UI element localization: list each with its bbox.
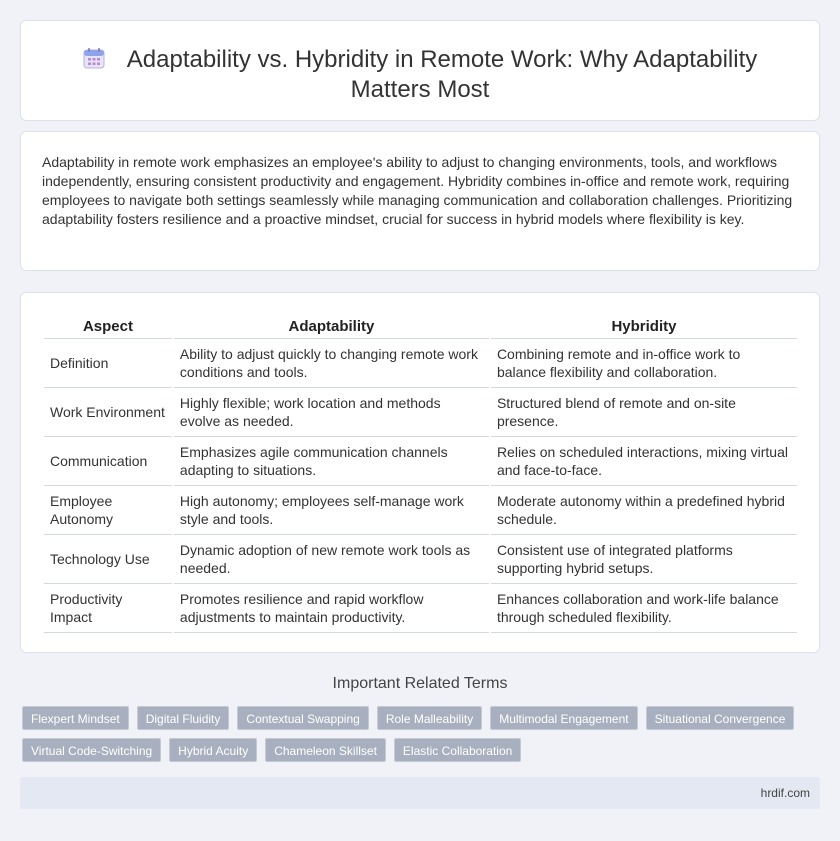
related-terms-title: Important Related Terms: [332, 675, 508, 692]
related-term-tag[interactable]: Chameleon Skillset: [265, 738, 386, 762]
table-row: [44, 584, 797, 633]
cell-aspect: Definition: [44, 339, 172, 388]
related-terms-list: [22, 706, 812, 762]
table-row: [44, 388, 797, 437]
table-header-row: [44, 317, 797, 339]
intro-paragraph: Adaptability in remote work emphasizes an employee's ability to adjust to changing environments, tools, and workflows independently, ensuring consistent productivity and engagement. Hybridity combines in-office and remote work, requiring employees to navigate both settings seamlessly while managing communication and collaboration challenges. Prioritizing adaptability fosters resilience and a proactive mindset, crucial for success in hybrid models where flexibility is key.: [42, 154, 793, 227]
table-row: [44, 486, 797, 535]
related-term-tag[interactable]: Contextual Swapping: [237, 706, 368, 730]
header-aspect: Aspect: [44, 317, 172, 339]
cell-adaptability: High autonomy; employees self-manage work style and tools.: [174, 486, 489, 535]
cell-aspect: Communication: [44, 437, 172, 486]
table-row: [44, 339, 797, 388]
comparison-table: [42, 317, 799, 633]
footer-bar: [20, 777, 820, 809]
header-adaptability: Adaptability: [174, 317, 489, 339]
cell-adaptability: Promotes resilience and rapid workflow adjustments to maintain productivity.: [174, 584, 489, 633]
related-term-tag[interactable]: Role Malleability: [377, 706, 482, 730]
cell-hybridity: Consistent use of integrated platforms supporting hybrid setups.: [491, 535, 797, 584]
header-hybridity: Hybridity: [491, 317, 797, 339]
table-row: [44, 437, 797, 486]
cell-hybridity: Moderate autonomy within a predefined hybrid schedule.: [491, 486, 797, 535]
cell-adaptability: Ability to adjust quickly to changing remote work conditions and tools.: [174, 339, 489, 388]
cell-adaptability: Highly flexible; work location and methods evolve as needed.: [174, 388, 489, 437]
cell-adaptability: Dynamic adoption of new remote work tools as needed.: [174, 535, 489, 584]
cell-aspect: Productivity Impact: [44, 584, 172, 633]
cell-aspect: Work Environment: [44, 388, 172, 437]
related-term-tag[interactable]: Hybrid Acuity: [169, 738, 257, 762]
calendar-icon: [83, 47, 105, 69]
page-title: Adaptability vs. Hybridity in Remote Work: Why Adaptability Matters Most: [21, 45, 819, 105]
cell-hybridity: Combining remote and in-office work to balance flexibility and collaboration.: [491, 339, 797, 388]
related-term-tag[interactable]: Situational Convergence: [646, 706, 795, 730]
related-term-tag[interactable]: Elastic Collaboration: [394, 738, 521, 762]
cell-adaptability: Emphasizes agile communication channels adapting to situations.: [174, 437, 489, 486]
related-term-tag[interactable]: Flexpert Mindset: [22, 706, 129, 730]
table-row: [44, 535, 797, 584]
cell-hybridity: Relies on scheduled interactions, mixing virtual and face-to-face.: [491, 437, 797, 486]
header-card: [20, 20, 820, 121]
cell-hybridity: Structured blend of remote and on-site presence.: [491, 388, 797, 437]
related-term-tag[interactable]: Multimodal Engagement: [490, 706, 637, 730]
intro-card: [20, 131, 820, 271]
cell-aspect: Employee Autonomy: [44, 486, 172, 535]
cell-aspect: Technology Use: [44, 535, 172, 584]
related-term-tag[interactable]: Digital Fluidity: [137, 706, 230, 730]
footer-site-link[interactable]: hrdif.com: [760, 786, 810, 800]
related-term-tag[interactable]: Virtual Code-Switching: [22, 738, 161, 762]
comparison-card: [20, 292, 820, 653]
cell-hybridity: Enhances collaboration and work-life balance through scheduled flexibility.: [491, 584, 797, 633]
